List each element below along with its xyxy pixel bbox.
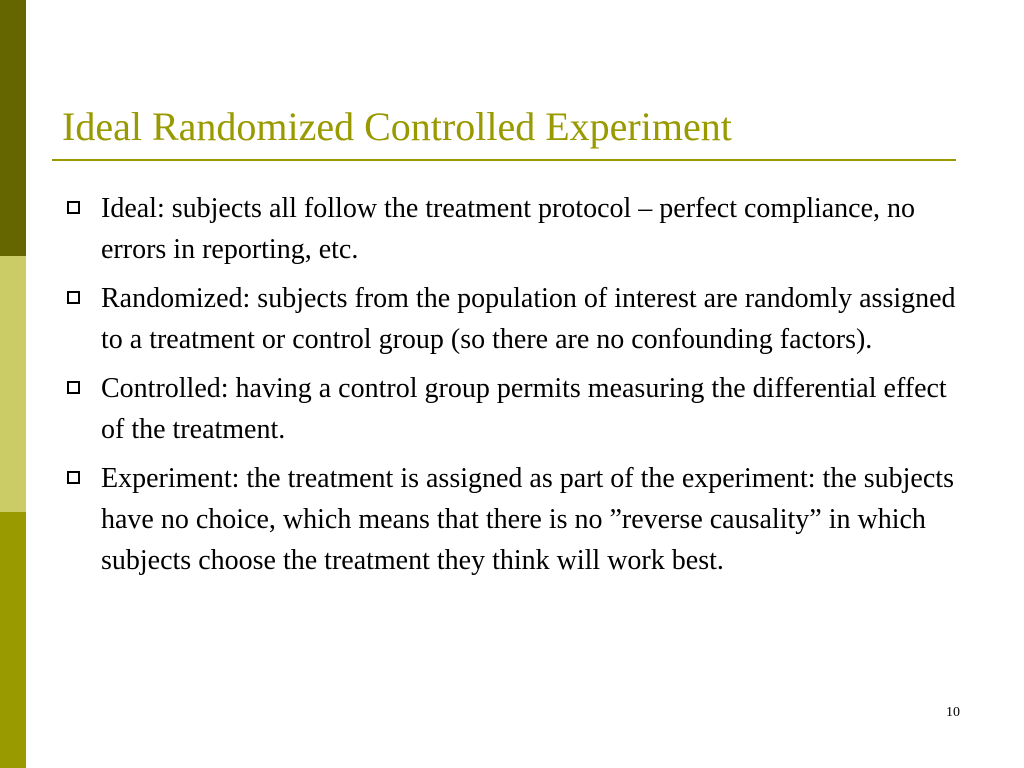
bullet-text: Randomized: subjects from the population of interest are randomly assigned to a treatment or control group (so there are no confounding factors). <box>101 283 956 355</box>
bullet-item-controlled <box>64 368 964 450</box>
square-bullet-icon <box>67 291 80 304</box>
side-bar-light-segment <box>0 256 26 512</box>
bullet-list <box>64 188 964 589</box>
bullet-text: Ideal: subjects all follow the treatment protocol – perfect compliance, no errors in reporting, etc. <box>101 193 916 265</box>
side-accent-bar <box>0 0 26 768</box>
side-bar-olive-segment <box>0 512 26 768</box>
slide-title: Ideal Randomized Controlled Experiment <box>62 104 732 149</box>
bullet-item-randomized <box>64 278 964 360</box>
bullet-item-experiment <box>64 458 964 581</box>
square-bullet-icon <box>67 471 80 484</box>
square-bullet-icon <box>67 201 80 214</box>
side-bar-dark-segment <box>0 0 26 256</box>
bullet-item-ideal <box>64 188 964 270</box>
square-bullet-icon <box>67 381 80 394</box>
bullet-text: Experiment: the treatment is assigned as part of the experiment: the subjects have no choice, which means that there is no ”reverse causality” in which subjects choose the treatment they think will work best. <box>101 463 954 576</box>
bullet-text: Controlled: having a control group permits measuring the differential effect of the treatment. <box>101 373 947 445</box>
title-underline <box>52 159 956 161</box>
slide-page-number: 10 <box>946 705 960 720</box>
